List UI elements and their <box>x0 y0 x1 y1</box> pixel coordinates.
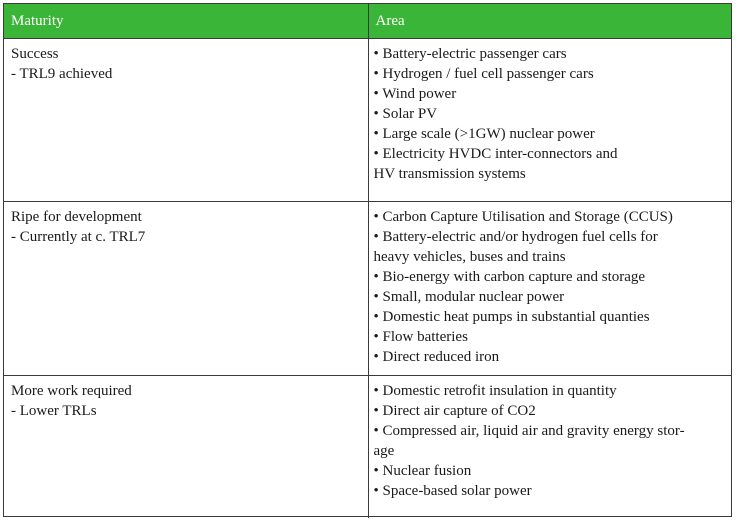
area-item: • Flow batteries <box>373 329 468 345</box>
maturity-title: Success <box>11 46 59 62</box>
area-item-continuation: age <box>373 443 395 459</box>
area-item: • Compressed air, liquid air and gravity energy stor- <box>373 423 685 439</box>
area-cell <box>368 376 731 518</box>
area-list <box>374 207 726 367</box>
area-item-continuation: heavy vehicles, buses and trains <box>373 249 566 265</box>
area-item: • Electricity HVDC inter-connectors and <box>373 146 618 162</box>
area-cell <box>368 39 731 202</box>
area-item: • Hydrogen / fuel cell passenger cars <box>373 66 594 82</box>
maturity-area-table-container <box>3 3 732 517</box>
maturity-cell <box>4 376 368 518</box>
area-cell <box>368 202 731 376</box>
area-item: • Battery-electric and/or hydrogen fuel cells for <box>373 229 658 245</box>
table-header-row <box>4 4 731 39</box>
area-item: • Direct air capture of CO2 <box>373 403 536 419</box>
maturity-cell <box>4 202 368 376</box>
area-item: • Carbon Capture Utilisation and Storage (CCUS) <box>373 209 673 225</box>
area-item: • Domestic heat pumps in substantial quanties <box>373 309 650 325</box>
area-item: • Battery-electric passenger cars <box>373 46 567 62</box>
area-list <box>374 44 726 184</box>
table-row-success <box>4 39 731 202</box>
table-row-ripe <box>4 202 731 376</box>
header-area: Area <box>368 4 731 39</box>
table-row-more-work <box>4 376 731 518</box>
area-item: • Small, modular nuclear power <box>373 289 565 305</box>
area-item: • Bio-energy with carbon capture and storage <box>373 269 646 285</box>
area-item-continuation: HV transmission systems <box>373 166 526 182</box>
area-item: • Wind power <box>373 86 457 102</box>
maturity-title: Ripe for development <box>11 209 142 225</box>
area-item: • Solar PV <box>373 106 438 122</box>
area-item: • Domestic retrofit insulation in quantity <box>373 383 617 399</box>
area-item: • Direct reduced iron <box>373 349 500 365</box>
header-maturity: Maturity <box>4 4 368 39</box>
maturity-detail: - Lower TRLs <box>11 403 97 419</box>
area-list <box>374 381 726 501</box>
area-item: • Nuclear fusion <box>373 463 472 479</box>
area-item: • Space-based solar power <box>373 483 532 499</box>
maturity-detail: - Currently at c. TRL7 <box>11 229 146 245</box>
area-item: • Large scale (>1GW) nuclear power <box>373 126 595 142</box>
maturity-cell <box>4 39 368 202</box>
maturity-area-table <box>4 4 731 518</box>
maturity-title: More work required <box>11 383 132 399</box>
maturity-detail: - TRL9 achieved <box>11 66 113 82</box>
